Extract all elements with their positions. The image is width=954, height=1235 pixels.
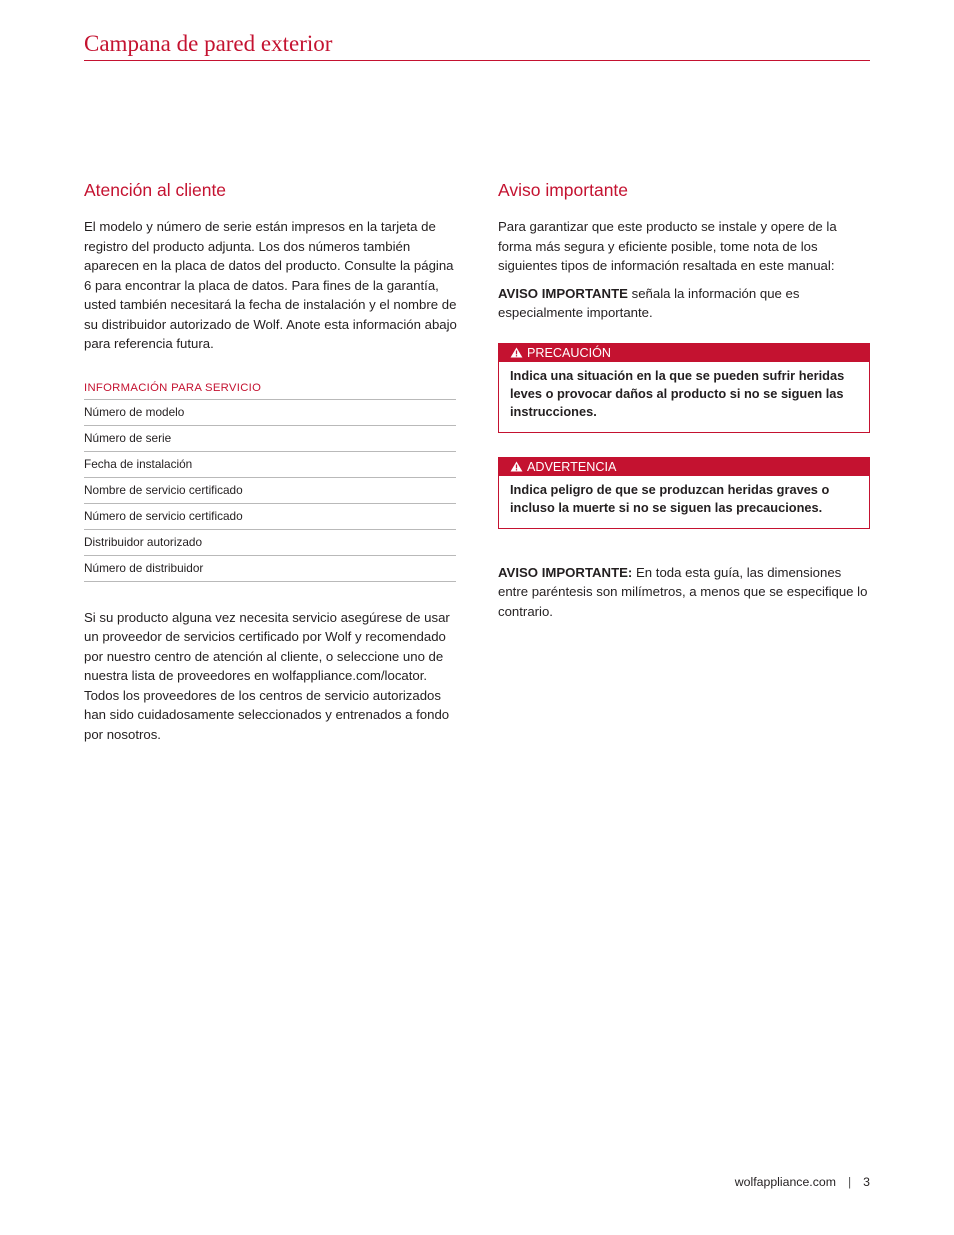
footer-website: wolfappliance.com [734,1175,836,1189]
dimensions-text: En toda esta guía, las dimensiones entre paréntesis son milímetros, a menos que se especifique lo contrario. [498,564,868,619]
service-row-installation-date: Fecha de instalación [84,452,456,478]
caution-text: Indica una situación en la que se pueden sufrir heridas leves o provocar daños al producto si no se siguen las instrucciones. [510,367,845,419]
service-row-certified-service-name: Nombre de servicio certificado [84,478,456,504]
dimensions-label: AVISO IMPORTANTE: [498,564,633,580]
service-row-certified-service-number: Número de servicio certificado [84,504,456,530]
page-title: Campana de pared exterior [84,31,333,56]
warning-triangle-icon [510,347,523,358]
header-divider [84,60,870,61]
important-text: señala la información que es especialmente importante. [498,285,800,320]
warning-box [498,457,870,529]
service-row-dealer-number: Número de distribuidor [84,556,456,582]
important-notice-intro: Para garantizar que este producto se instale y opere de la forma más segura y eficiente posible, tome nota de los siguientes tipos de información resaltada en este manual: [498,219,837,273]
service-row-authorized-dealer: Distribuidor autorizado [84,530,456,556]
warning-label: ADVERTENCIA [527,459,617,474]
service-info-table [84,399,456,582]
caution-label: PRECAUCIÓN [527,345,611,360]
page-footer [735,1175,870,1189]
important-notice-heading: Aviso importante [498,180,629,200]
service-row-serial-number: Número de serie [84,426,456,452]
service-info-label: INFORMACIÓN PARA SERVICIO [84,381,262,394]
footer-separator: | [847,1175,852,1189]
warning-header [499,458,869,476]
service-provider-paragraph: Si su producto alguna vez necesita servicio asegúrese de usar un proveedor de servicios certificado por Wolf y recomendado por nuestro centro de atención al cliente, o seleccione uno de nuestra lista de proveedores en wolfappliance.com/locator. Todos los proveedores de los centros de servicio autorizados han sido cuidadosamente seleccionados y entrenados a fondo por nosotros. [84,609,450,742]
dimensions-note [498,563,870,622]
page-number: 3 [863,1175,870,1189]
caution-header [499,344,869,362]
important-label: AVISO IMPORTANTE [498,285,628,301]
customer-care-intro: El modelo y número de serie están impresos en la tarjeta de registro del producto adjunta. Los dos números también aparecen en la placa de datos del producto. Consulte la página 6 para encontrar la placa de datos. Para fines de la garantía, usted también necesitará la fecha de instalación y el nombre de su distribuidor autorizado de Wolf. Anote esta información abajo para referencia futura. [84,219,457,351]
warning-triangle-icon [510,461,523,472]
important-notice-column [498,178,870,621]
customer-care-heading: Atención al cliente [84,180,227,200]
warning-text: Indica peligro de que se produzcan heridas graves o incluso la muerte si no se siguen las precauciones. [510,481,830,515]
important-definition [498,284,870,323]
caution-box [498,343,870,433]
customer-care-column [84,178,464,744]
service-row-model-number: Número de modelo [84,400,456,426]
